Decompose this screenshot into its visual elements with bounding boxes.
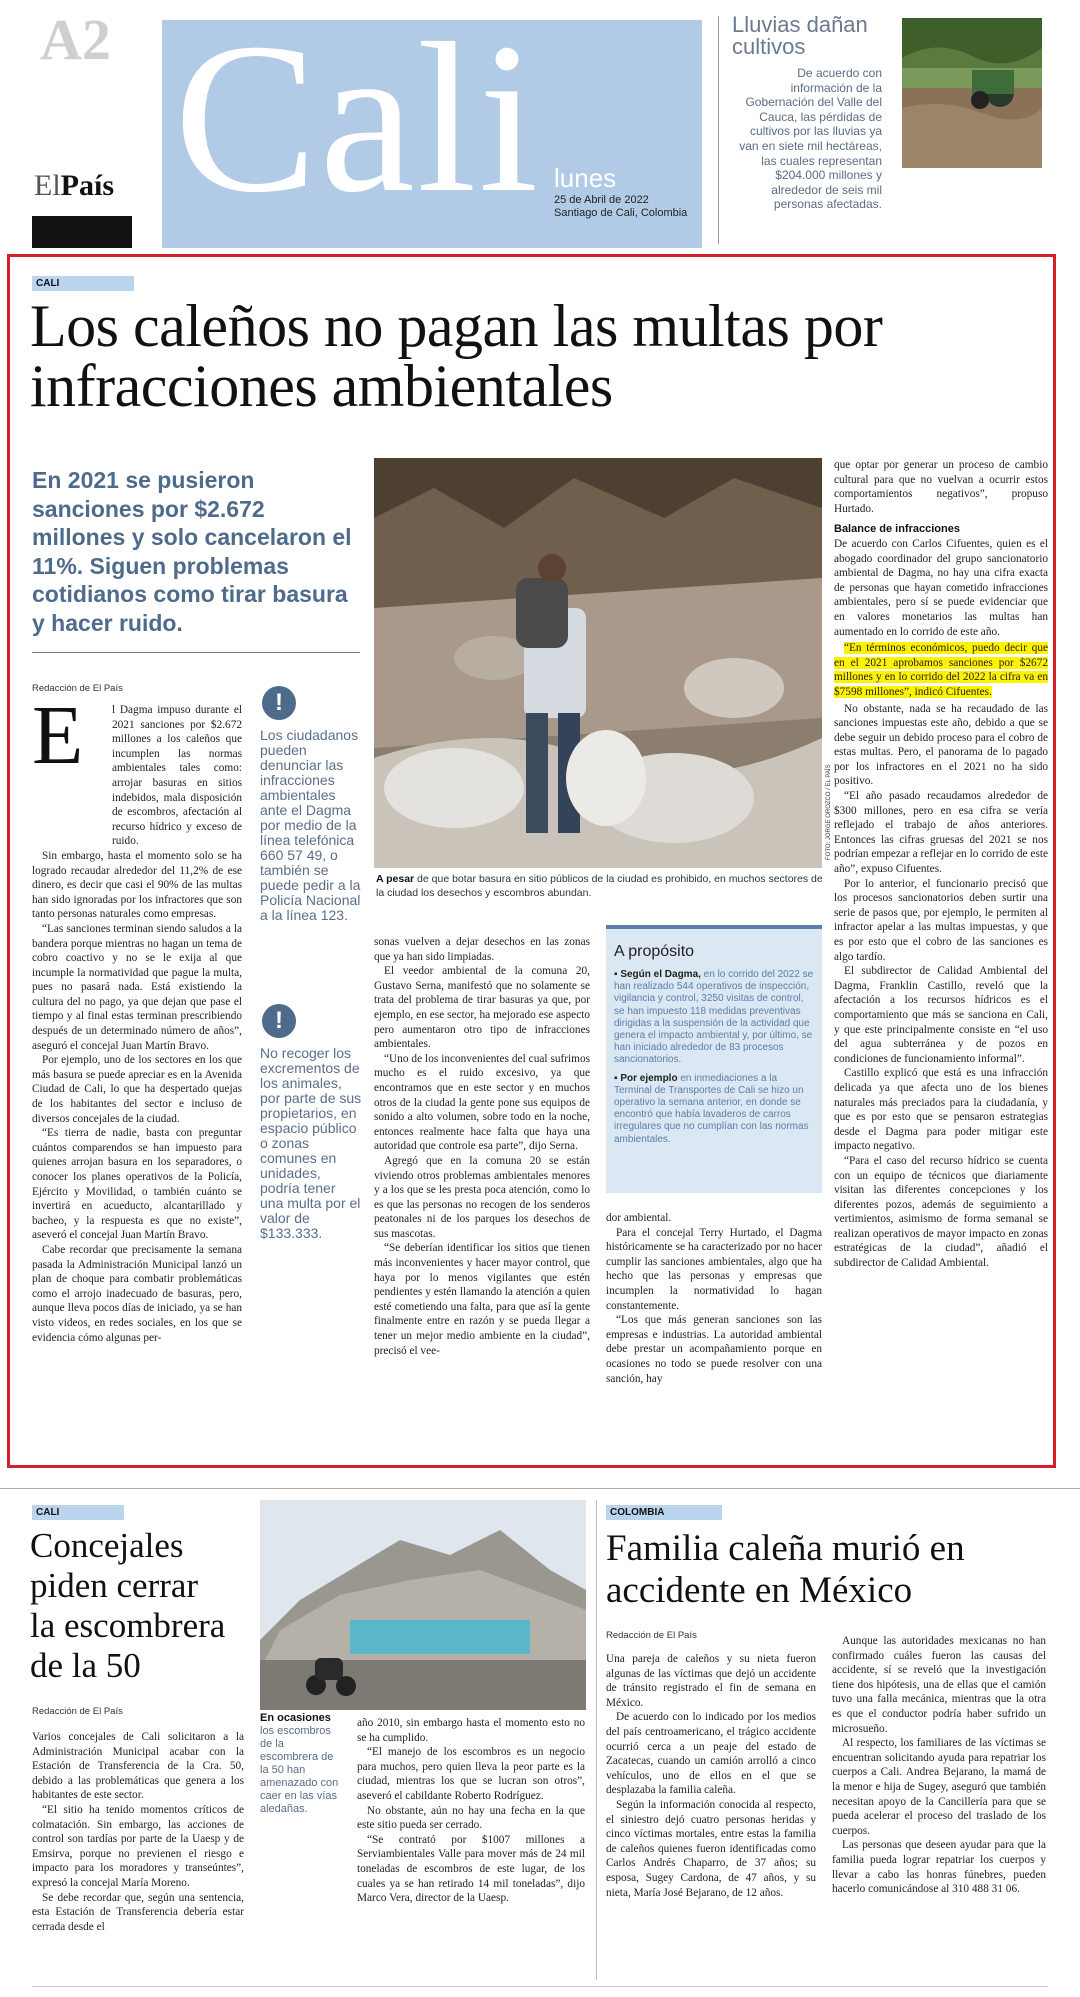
paragraph: “Se contrató por $1007 millones a Serviambientales Valle para mover más de 24 mil toneladas de escombros de este lugar, de los cuales ya se han retirado 14 mil toneladas”, dijo Marco Vera, director de la Uaesp.	[357, 1833, 585, 1905]
story3-headline: Familia caleña murió en accidente en México	[606, 1528, 965, 1611]
info-box-item-lead: Por ejemplo	[620, 1072, 678, 1084]
brief-photo	[902, 18, 1042, 168]
paragraph: De acuerdo con Carlos Cifuentes, quien es el abogado coordinador del grupo sancionatorio ambiental de Dagma, no hay una cifra exacta de personas que hayan cometido infracciones ambientales, pero sí se puede evidenciar que en valores monetarios las multas han aumentado en lo corrido de este año.	[834, 537, 1048, 638]
info-box-body	[614, 969, 814, 1146]
paragraph: “El año pasado recaudamos alrededor de $300 millones, pero en esa cifra se vería reflejado el trabajo de años anteriores. Entonces las cifras gruesas del 2021 se nos podrían empezar a reflejar en lo corrido de este año”, expuso Cifuentes.	[834, 790, 1048, 876]
exclamation-icon: !	[262, 686, 296, 720]
side-note-2: No recoger los excrementos de los animales, por parte de sus propietarios, en espacio público o zonas comunes en unidades, podría tener una multa por el valor de $133.333.	[260, 1045, 362, 1241]
drop-cap: E	[32, 689, 84, 782]
main-col-5	[834, 458, 1048, 1271]
paragraph: Castillo explicó que está es una infracción delicada ya que afecta uno de los bienes naturales más preciados para la ciudadanía, y que es por esto que se pensaron estrategias desde el Dagma para poder mitigar este impacto negativo.	[834, 1067, 1048, 1153]
brand-bar	[32, 216, 132, 248]
brand-logo	[34, 170, 114, 202]
paragraph: Por lo anterior, el funcionario precisó que los procesos sancionatorios deben surtir una serie de pasos que, por ejemplo, le permiten al infractor apelar a las multas impuestas, y que es por esto que el cobro de las sanciones es algo tardío.	[834, 877, 1048, 963]
main-col-4	[606, 1211, 822, 1386]
story3-byline: Redacción de El País	[606, 1630, 697, 1641]
masthead-date: 25 de Abril de 2022	[554, 194, 649, 206]
paragraph: “Uno de los inconvenientes del cual sufrimos mucho es el ruido excesivo, ya que encontramos que en este sector y en muchos otros de la ciudad la gente pone sus equipos de sonido a alto volumen, sobre todo en la noche, entonces realmente hace falta que haya una autoridad que controle esa parte”, dijo Serna.	[374, 1052, 590, 1153]
paragraph: l Dagma impuso durante el 2021 sanciones por $2.672 millones a los caleños que incumplen las normas ambientales tales como: arrojar basuras en sitios indebidos, mala disposición de escombros, afectación al recurso hídrico y exceso de ruido.	[112, 704, 242, 848]
paragraph: Agregó que en la comuna 20 se están viviendo otros problemas ambientales menores y a los que se les presta poca atención, como lo es que las personas no recogen de los senderos peatonales ni de los parques los desechos de sus mascotas.	[374, 1154, 590, 1240]
story2-col-2	[357, 1716, 585, 1906]
paragraph: “Se deberían identificar los sitios que tienen más inconvenientes y hacer mayor control, que haya por lo menos vigilantes que estén pendientes y estén llamando la atención a quien esté cometiendo una falta, para que así la gente finalmente entre en razón y se pueda llegar a tener un mejor medio ambiente en la ciudad”, precisó el vee-	[374, 1242, 590, 1357]
page-number: A2	[40, 7, 111, 72]
masthead-place: Santiago de Cali, Colombia	[554, 207, 688, 219]
story2-headline: Concejales piden cerrar la escombrera de la 50	[30, 1526, 226, 1685]
subhead: Balance de infracciones	[834, 523, 960, 536]
paragraph: Aunque las autoridades mexicanas no han confirmado cuáles fueron las causas del accidente, sí se reveló que la investigación tiene dos hipótesis, una de ellas que el camión tuvo una falla mecánica, mientras que la otra es que el conductor podría haber sufrido un microsueño.	[832, 1635, 1046, 1735]
paragraph: De acuerdo con lo indicado por los medios del país centroamericano, el trágico accidente ocurrió cerca a un peaje del estado de Zacatecas, cuando un camión arrolló a cinco vehículos, uno de ellos en el que se desplazaba la familia caleña.	[606, 1711, 816, 1797]
paragraph: dor ambiental.	[606, 1212, 672, 1224]
brief-body: De acuerdo con información de la Gobernación del Valle del Cauca, las pérdidas de cultivos por las lluvias ya van en siete mil hectáreas, las cuales representan $204.000 millones y alrededor de seis mil personas afectadas.	[739, 66, 882, 212]
paragraph: Se debe recordar que, según una sentencia, esta Estación de Transferencia debería estar cerrada desde el	[32, 1891, 244, 1933]
caption-lead: En ocasiones	[260, 1712, 331, 1724]
story3-col-2	[832, 1634, 1046, 1897]
paragraph: No obstante, nada se ha recaudado de las sanciones impuestas este año, debido a que se debe seguir un debido proceso para el cobro de estas multas. Pero, el panorama de lo pagado por los infractores en el 2021 no ha sido positivo.	[834, 702, 1048, 788]
dek-rule	[32, 652, 360, 653]
paragraph: “Es tierra de nadie, basta con preguntar cuántos comparendos se han impuesto para quienes arrojan basura en los separadores, o conocer los planes operativos de la Policía, Ejército y Movilidad, o también cuánto se invertirá en acueducto, alcantarillado y bacheo, y la respuesta es que no existe”, aseveró el concejal Juan Martín Bravo.	[32, 1127, 242, 1242]
brief-divider	[718, 16, 719, 244]
caption-lead: A pesar	[376, 873, 415, 885]
paragraph: Una pareja de caleños y su nieta fueron algunas de las víctimas que dejó un accidente de tránsito registrado el fin de semana en México.	[606, 1653, 816, 1709]
info-box	[606, 925, 822, 1193]
paragraph: Por ejemplo, uno de los sectores en los que más basura se puede apreciar es en la Avenida Ciudad de Cali, lo que ha despertado quejas de los habitantes del sector e incluso de diversos concejales de la ciudad.	[32, 1054, 242, 1125]
paragraph: Las personas que deseen ayudar para que la familia pueda lograr repatriar los cuerpos y llevar a cabo las honras fúnebres, pueden hacerlo comunicándose al 310 488 31 06.	[832, 1839, 1046, 1896]
paragraph: El subdirector de Calidad Ambiental del Dagma, Franklin Castillo, reveló que la afectación a los recursos hídricos es el comportamiento que más se sanciona en Cali, y que este principalmente consiste en “el uso del agua subterránea y de pozos en condiciones de funcionamiento informal”.	[834, 965, 1048, 1065]
side-note-1: Los ciudadanos pueden denunciar las infracciones ambientales ante el Dagma por medio de la línea telefónica 660 57 49, o también se puede pedir a la Policía Nacional a la línea 123.	[260, 727, 361, 923]
paragraph: No obstante, aún no hay una fecha en la que este sitio pueda ser cerrado.	[357, 1804, 585, 1832]
paragraph: Varios concejales de Cali solicitaron a la Administración Municipal acabar con la Estación de Transferencia de la Cra. 50, debido a las problemáticas que genera a los habitantes de este sector.	[32, 1731, 244, 1802]
paragraph: “El manejo de los escombros es un negocio para muchos, pero quien lleva la peor parte es la ciudad, mientras los que se lucran son otros”, aseveró el cabildante Roberto Rodríguez.	[357, 1746, 585, 1802]
column-divider	[596, 1500, 597, 1980]
highlighted-quote	[834, 641, 1048, 699]
paragraph: Cabe recordar que precisamente la semana pasada la Administración Municipal lanzó un plan de choque para combatir problemáticas como el arrojo inadecuado de basuras, pero, aunque lleva pocos días de iniciado, ya se han visto videos, en redes sociales, en los que se evidencia cómo algunas per-	[32, 1243, 242, 1344]
paragraph: Sin embargo, hasta el momento solo se ha logrado recaudar alrededor del 11,2% de ese dinero, es decir que casi el 90% de las multas han sido ignoradas por los infractores que son tanto personas naturales como empresas.	[32, 849, 242, 921]
exclamation-icon: !	[262, 1004, 296, 1038]
paragraph: Al respecto, los familiares de las víctimas se encuentran solicitando ayuda para repatriar los cuerpos a Cali. Andrea Bejarano, la mamá de la menor e hija de Sugey, aseguró que también necesitan apoyo de la Cancillería para que se pueda acelerar el proceso del traslado de los cuerpos.	[832, 1737, 1046, 1837]
main-photo	[374, 458, 822, 868]
section-divider	[0, 1488, 1080, 1489]
paragraph: El veedor ambiental de la comuna 20, Gustavo Serna, manifestó que no solamente se trata del problema de tirar basuras ya que, por ejemplo, en ese sector, ha mejorado ese aspecto pero aumentaron otro tipo de infracciones ambientales.	[374, 965, 590, 1051]
caption-text: de que botar basura en sitio públicos de la ciudad es prohibido, en muchos sectores de la ciudad los desechos y escombros abundan.	[376, 873, 823, 899]
section-tag: COLOMBIA	[606, 1505, 722, 1520]
paragraph: año 2010, sin embargo hasta el momento esto no se ha cumplido.	[357, 1717, 585, 1744]
info-box-item	[614, 969, 814, 1067]
paragraph: “Para el caso del recurso hídrico se cuenta con un equipo de técnicos que diariamente visitan las diferentes concepciones y los diferentes pozos, además de seguimiento a vertimientos, asimismo de forma semanal se realizan operativos de mayor impacto en zonas estratégicas de la ciudad”, añadió el subdirector de Calidad Ambiental.	[834, 1154, 1048, 1270]
story2-byline: Redacción de El País	[32, 1706, 123, 1717]
section-tag: CALI	[32, 1505, 124, 1520]
photo-credit: FOTO: JORGE OROZCO / EL PAÍS	[826, 764, 832, 860]
paragraph: Según la información conocida al respecto, el siniestro dejó cuatro personas heridas y cinco víctimas mortales, entre estas la familia de caleños quienes fueron identificadas como Carlos Andrés Chaparro, de 37 años; su esposa, Sugey Cardona, de 47 años, y su nieta, María José Bejarano, de 12 años.	[606, 1798, 816, 1899]
paragraph: “Los que más generan sanciones son las empresas e industrias. La autoridad ambiental debe prestar un acompañamiento porque en ocasiones no todo se puede resolver con una sanción, hay	[606, 1314, 822, 1385]
brand-logo-el: El	[34, 169, 61, 202]
bullet-icon: ▪	[614, 1072, 621, 1084]
story3-col-1	[606, 1652, 816, 1900]
section-tag: CALI	[32, 276, 134, 291]
brief-title: Lluvias dañan cultivos	[732, 12, 868, 59]
main-byline: Redacción de El País	[32, 683, 123, 694]
paragraph: “Las sanciones terminan siendo saludos a la bandera porque mientras no hagan un tema de cobro coactivo y no se le exija al que incumple la normatividad que pague la multa, pues no pasará nada. Está existiendo la cultura del no pago, ya que dejan que pase el tiempo y al final estas terminan prescribiendo después de un determinado número de años”, aseguró el concejal Juan Martín Bravo.	[32, 922, 242, 1052]
story2-caption	[260, 1712, 344, 1816]
info-box-item-lead: Según el Dagma,	[620, 969, 701, 980]
bullet-icon: ▪	[614, 969, 621, 980]
paragraph: sonas vuelven a dejar desechos en las zonas que ya han sido limpiadas.	[374, 936, 590, 963]
section-banner	[162, 20, 702, 248]
footer-rule	[32, 1986, 1048, 1987]
info-box-item-text: en inmediaciones a la Terminal de Transportes de Cali se hizo un operativo la semana anterior, en donde se encontró que había lavaderos de carros irregulares que no cumplían con las normas ambientales.	[614, 1072, 809, 1145]
main-col-3	[374, 935, 590, 1358]
story2-photo	[260, 1500, 586, 1710]
paragraph: “El sitio ha tenido momentos críticos de colmatación. Sin embargo, las acciones de control son tardías por parte de la Uaesp y de Emsirva, porque no previenen el riesgo e impacto para los moradores y transeúntes”, expresó la concejal María Moreno.	[32, 1803, 244, 1889]
info-box-item	[614, 1073, 814, 1146]
photo-caption	[376, 873, 826, 900]
paragraph: Para el concejal Terry Hurtado, el Dagma históricamente se ha caracterizado por no hacer cumplir las sanciones ambientales, algo que ha hecho que las personas y empresas que incumplen la normatividad lo hagan constantemente.	[606, 1226, 822, 1312]
info-box-top-rule	[606, 925, 822, 929]
main-dek: En 2021 se pusieron sanciones por $2.672 millones y solo cancelaron el 11%. Siguen problemas cotidianos como tirar basura y hacer ruido.	[32, 467, 352, 636]
info-box-item-text: en lo corrido del 2022 se han realizado 544 operativos de inspección, vigilancia y control, 3250 visitas de control, se han impuesto 118 medidas preventivas dirigidas a la suspensión de la actividad que genera el impacto ambiental y, por último, se han iniciado alrededor de 83 procesos sancionatorios.	[614, 969, 814, 1066]
caption-text: los escombros de la escombrera de la 50 han amenazado con caer en las vías aledañas.	[260, 1725, 339, 1815]
quote-text: “En términos económicos, puedo decir que en el 2021 aprobamos sanciones por $2672 millones y en lo corrido del 2022 la cifra va en $7598 millones”, indicó Cifuentes.	[834, 642, 1048, 698]
main-col-1	[32, 703, 242, 1345]
info-box-title: A propósito	[614, 943, 695, 960]
brand-logo-pais: País	[60, 169, 115, 202]
masthead	[0, 0, 1080, 250]
main-headline: Los caleños no pagan las multas por infracciones ambientales	[30, 293, 883, 419]
story2-col-1	[32, 1730, 244, 1934]
paragraph: que optar por generar un proceso de cambio cultural para que no vuelvan a ocurrir estos comportamientos negativos”, propuso Hurtado.	[834, 459, 1048, 515]
masthead-weekday: lunes	[554, 163, 617, 193]
section-title: Cali	[174, 20, 541, 237]
